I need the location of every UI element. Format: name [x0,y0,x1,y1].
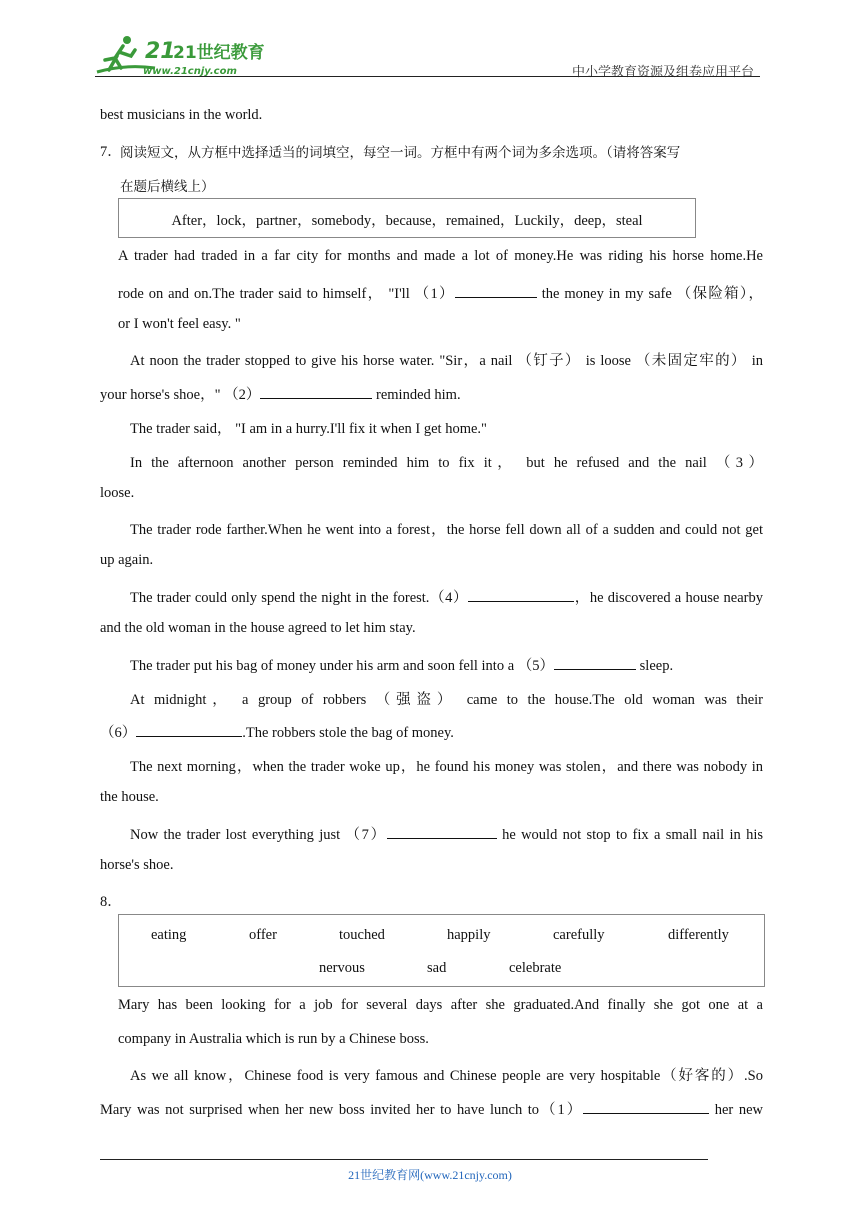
word-bank-word: happily [447,927,491,943]
logo-icon [95,34,265,78]
answer-blank[interactable] [455,285,537,298]
text-line [100,1098,763,1119]
text-line: horse's shoe. [100,857,174,873]
text-segment: sleep. [636,658,674,674]
footer-divider [100,1159,708,1160]
text-line [130,823,763,844]
text-line: The trader rode farther.When he went into a forest，the horse fell down all of a sudden and could not get [130,522,763,538]
logo-text: 21世纪教育 [173,43,265,63]
text-line [100,383,461,404]
text-line [130,586,763,607]
text-segment: The trader could only spend the night in the forest.（4） [130,590,469,606]
word-bank-word: celebrate [509,960,562,976]
text-segment: rode on and on.The trader said to himself， "I'll （1） [118,286,455,302]
text-segment: Mary was not surprised when her new boss invited her to have lunch to（1） [100,1102,584,1118]
text-segment: your horse's shoe，" （2） [100,387,261,403]
text-segment: he would not stop to fix a small nail in his [496,827,763,843]
text-segment: （6） [100,725,137,741]
text-line [130,654,673,675]
word-bank-word: carefully [553,927,605,943]
text-line [100,721,454,742]
text-line: Mary has been looking for a job for several days after she graduated.And finally she got one at a [118,997,763,1013]
text-segment: the money in my safe （保险箱）， [536,286,763,302]
question-instruction: 阅读短文，从方框中选择适当的词填空，每空一词。方框中有两个词为多余选项。（请将答案写 [120,145,681,161]
text-segment: The trader put his bag of money under his arm and soon fell into a （5） [130,658,555,674]
text-line: the house. [100,789,159,805]
text-line: or I won't feel easy. " [118,316,241,332]
text-line: In the afternoon another person reminded him to fix it， but he refused and the nail （3） [130,455,763,471]
answer-blank[interactable] [260,386,372,399]
svg-text:21: 21 [145,39,176,64]
answer-blank[interactable] [136,724,242,737]
text-segment: Now the trader lost everything just （7） [130,827,387,843]
text-segment: reminded him. [372,387,461,403]
text-line: As we all know，Chinese food is very famous and Chinese people are very hospitable（好客的）.So [130,1068,763,1084]
text-line: and the old woman in the house agreed to let him stay. [100,620,416,636]
platform-name: 中小学教育资源及组卷应用平台 [571,65,754,80]
text-line: company in Australia which is run by a Chinese boss. [118,1031,429,1047]
answer-blank[interactable] [583,1101,709,1114]
word-bank-words: After，lock，partner，somebody，because，remained，Luckily，deep，steal [171,213,643,229]
text-line: The trader said， "I am in a hurry.I'll fix it when I get home." [130,421,487,437]
text-line: loose. [100,485,135,501]
text-segment: .The robbers stole the bag of money. [242,725,454,741]
answer-blank[interactable] [468,589,574,602]
word-bank-word: sad [427,960,447,976]
text-line: At noon the trader stopped to give his horse water. "Sir，a nail （钉子） is loose （未固定牢的） in [130,353,763,369]
text-line [118,282,763,303]
word-bank-box [118,198,696,238]
answer-blank[interactable] [387,826,497,839]
word-bank-word: offer [249,927,277,943]
text-line: At midnight， a group of robbers （强盗） came to the house.The old woman was their [130,692,763,708]
text-line: best musicians in the world. [100,107,263,123]
text-line: A trader had traded in a far city for months and made a lot of money.He was riding his horse home.He [118,248,763,264]
header-divider [95,76,760,77]
answer-blank[interactable] [554,657,636,670]
text-segment: ，he discovered a house nearby [574,590,763,606]
word-bank-box [118,914,765,987]
page-header [95,30,760,78]
svg-text:www.21cnjy.com: www.21cnjy.com [143,66,237,77]
text-segment: her new [709,1102,764,1118]
question-number: 8． [100,894,122,910]
word-bank-word: eating [151,927,187,943]
word-bank-word: differently [668,927,729,943]
text-line: up again. [100,552,154,568]
question-instruction: 在题后横线上） [120,179,215,195]
word-bank-word: touched [339,927,385,943]
page-footer: 21世纪教育网(www.21cnjy.com) [348,1168,512,1182]
word-bank-word: nervous [319,960,365,976]
question-number: 7． [100,144,122,160]
text-line: The next morning，when the trader woke up，he found his money was stolen，and there was nobody in [130,759,763,775]
